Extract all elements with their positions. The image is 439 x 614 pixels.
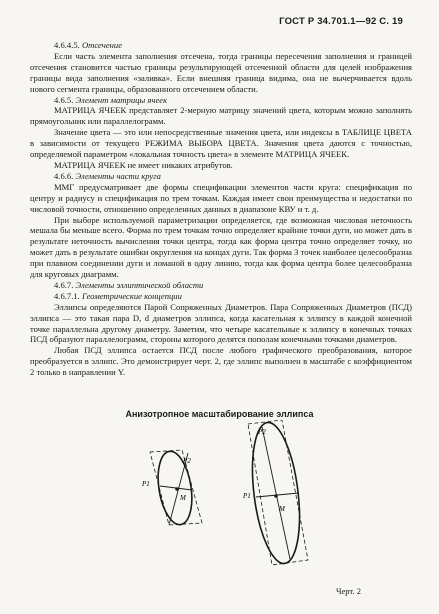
section-heading: 4.6.7. Элементы эллиптической области (54, 279, 204, 290)
left-label-p2: P2 (183, 457, 191, 465)
document-body (30, 40, 412, 378)
paragraph: МАТРИЦА ЯЧЕЕК не имеет никаких атрибутов. (54, 159, 233, 170)
paragraph: МАТРИЦА ЯЧЕЕК представляет 2-мерную матрицу значений цвета, которым можно заполнять прямоугольник или параллелограмм. (30, 105, 412, 127)
paragraph: ММГ предусматривает две формы спецификации элементов части круга: спецификация по центру и радиусу и спецификация по трем точкам. Каждая имеет свои преимущества и недостатки по числовой точности, отношению определенных данных в диапазоне КВУ и т. д. (30, 181, 412, 214)
section-heading-title: Элементы эллиптической области (75, 279, 204, 290)
right-parallelogram (248, 420, 308, 565)
right-label-p1: P1 (243, 492, 251, 500)
paragraph: При выборе используемой параметризации определяется, где возможная числовая неточность мешала бы меньше всего. Форма по трем точкам точно определяет крайние точки дуги, но может дать в результате неточность вычисления точки центра, тогда как форма центра точно определяет точку, но может дать в результате ошибки округления на концах дуги. Так форма 3 точек наиболее целесообразна при плавном соединении дуги и ломаной в одну линию, тогда как форма центра более целесообразна для круговых диаграмм. (30, 214, 412, 280)
right-label-p2: P2 (258, 428, 266, 436)
left-label-m: M (180, 494, 186, 502)
paragraph: Значение цвета — это или непосредственные значения цвета, или индексы в ТАБЛИЦЕ ЦВЕТА в зависимости от текущего РЕЖИМА ВЫБОРА ЦВЕТА. Значения цвета даются с точностью, определяемой параметром «локальная точность цвета» в элементе МАТРИЦА ЯЧЕЕК. (30, 127, 412, 160)
page-header: ГОСТ Р 34.701.1—92 С. 19 (279, 16, 403, 27)
right-diameter-1 (262, 427, 290, 559)
section-heading-title: Элементы части круга (75, 170, 161, 181)
left-parallelogram (150, 450, 202, 525)
figure-caption: Черт. 2 (336, 586, 362, 596)
section-heading-title: Геометрические концепции (81, 290, 182, 301)
section-heading-title: Отсечение (81, 40, 123, 50)
scaled-ellipse-group (246, 420, 308, 566)
right-center-point (275, 495, 278, 498)
right-label-m: M (279, 505, 285, 513)
figure-ellipse-scaling (0, 420, 439, 590)
figure-title: Анизотропное масштабирование эллипса (125, 409, 314, 419)
paragraph: Эллипсы определяются Парой Сопряженных Диаметров. Пара Сопряженных Диаметров (ПСД) эллипса — это такая пара D, d диаметров эллипса, когда касательная к эллипсу в каждой конечной точке параллельна другому диаметру. Заметим, что четыре касательные к эллипсу в конечных точках ПСД образуют параллелограмм, стороны которого делятся пополам конечными точками диаметров. (30, 301, 412, 345)
section-heading: 4.6.6. Элементы части круга (54, 170, 161, 181)
left-label-p1: P1 (142, 480, 150, 488)
paragraph: Любая ПСД эллипса остается ПСД после любого графического преобразования, которое преобразуется в эллипс. Это демонстрирует черт. 2, где эллипс выполнен в масштабе с коэффициентом 2 только в направлении Y. (30, 345, 412, 378)
section-heading: 4.6.4.5. Отсечение (54, 40, 123, 50)
section-heading: 4.6.7.1. Геометрические концепции (54, 290, 182, 301)
paragraph: Если часть элемента заполнения отсечена, тогда границы пересечения заполнения и границей отсечения становится частью границы результирующей отсеченной области для целей изображения границы вида заполнения «заливка». Если внешняя граница видима, она не вычерчивается вдоль нового сегмента границы, образованного отсечением области. (30, 50, 412, 94)
original-ellipse-group (150, 449, 202, 527)
section-heading-title: Элемент матрицы ячеек (75, 94, 168, 105)
section-heading: 4.6.5. Элемент матрицы ячеек (54, 94, 168, 105)
left-center-point (176, 488, 179, 491)
